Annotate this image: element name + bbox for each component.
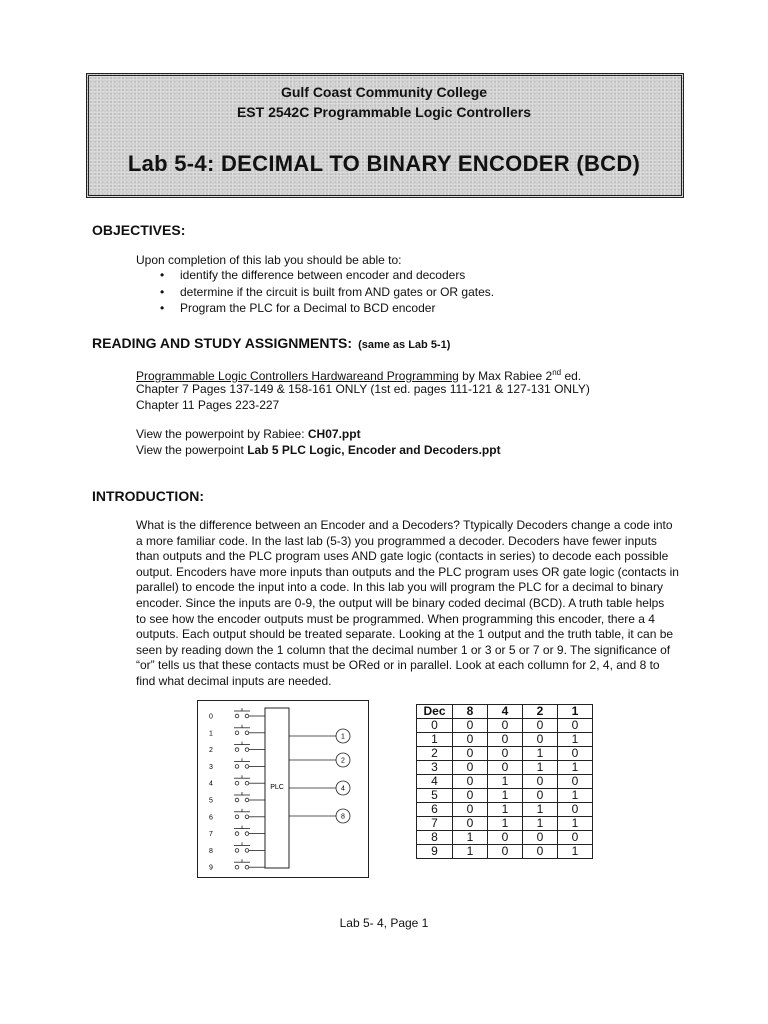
college-name: Gulf Coast Community College bbox=[280, 84, 488, 100]
table-row bbox=[417, 831, 593, 845]
powerpoint-1 bbox=[136, 426, 361, 442]
table-cell: 1 bbox=[417, 733, 453, 747]
table-cell: 1 bbox=[558, 761, 593, 775]
table-cell: 0 bbox=[523, 831, 558, 845]
table-row bbox=[417, 775, 593, 789]
table-cell: 8 bbox=[417, 831, 453, 845]
page-footer: Lab 5- 4, Page 1 bbox=[339, 916, 429, 930]
table-cell: 1 bbox=[523, 747, 558, 761]
book-edition-sup: nd bbox=[552, 368, 562, 377]
input-label: 6 bbox=[209, 814, 213, 822]
intro-line: output. Encoders have more inputs than outputs and the PLC program uses OR gate logic (contacts in bbox=[136, 564, 679, 579]
input-switch bbox=[209, 792, 265, 805]
header-4: 4 bbox=[488, 705, 523, 719]
reading-heading-note: (same as Lab 5-1) bbox=[358, 339, 451, 351]
table-row bbox=[417, 747, 593, 761]
output-lamp bbox=[289, 753, 350, 767]
output-label: 8 bbox=[341, 813, 345, 821]
table-cell: 9 bbox=[417, 845, 453, 859]
table-cell: 0 bbox=[488, 747, 523, 761]
table-cell: 0 bbox=[558, 803, 593, 817]
output-lamp bbox=[289, 809, 350, 823]
table-cell: 0 bbox=[488, 845, 523, 859]
objective-item: • identify the difference between encoder and decoders bbox=[160, 267, 494, 284]
input-label: 0 bbox=[209, 713, 213, 721]
table-cell: 0 bbox=[523, 845, 558, 859]
input-switch bbox=[209, 758, 265, 771]
input-switch bbox=[209, 725, 265, 738]
powerpoint-2-prefix: View the powerpoint bbox=[136, 443, 248, 457]
powerpoint-1-file: CH07.ppt bbox=[307, 427, 361, 441]
table-cell: 1 bbox=[523, 817, 558, 831]
table-cell: 0 bbox=[558, 719, 593, 733]
table-cell: 0 bbox=[453, 761, 488, 775]
table-cell: 1 bbox=[488, 817, 523, 831]
table-cell: 0 bbox=[558, 747, 593, 761]
intro-line: encoder. Since the inputs are 0-9, the output will be binary coded decimal (BCD). A truth table helps bbox=[136, 595, 665, 610]
table-row bbox=[417, 761, 593, 775]
output-lamp bbox=[289, 781, 350, 795]
output-label: 1 bbox=[341, 733, 345, 741]
intro-line: than outputs and the PLC program uses AND gate logic (contacts in series) to decode each possible bbox=[136, 549, 669, 564]
intro-line: What is the difference between an Encoder and a Decoders? Ttypically Decoders change a code into bbox=[136, 518, 673, 532]
table-cell: 1 bbox=[558, 817, 593, 831]
input-switch bbox=[209, 859, 265, 872]
header-2: 2 bbox=[523, 705, 558, 719]
table-cell: 0 bbox=[453, 733, 488, 747]
truth-table-header bbox=[417, 705, 593, 719]
input-label: 9 bbox=[209, 864, 213, 872]
table-cell: 1 bbox=[523, 803, 558, 817]
powerpoint-2 bbox=[136, 442, 501, 458]
input-label: 5 bbox=[209, 797, 213, 805]
powerpoint-1-prefix: View the powerpoint by Rabiee: bbox=[136, 427, 308, 441]
reading-heading bbox=[92, 335, 450, 351]
input-switch bbox=[209, 742, 265, 755]
table-row bbox=[417, 817, 593, 831]
input-label: 3 bbox=[209, 763, 213, 771]
truth-table bbox=[416, 704, 593, 859]
intro-line: “or” tells us that these contacts must be ORed or in parallel. Look at each collumn for 2, 4, and 8 to bbox=[136, 658, 660, 673]
course-name: EST 2542C Programmable Logic Controllers bbox=[236, 104, 532, 120]
table-cell: 7 bbox=[417, 817, 453, 831]
book-title: Programmable Logic Controllers Hardwareand Programming bbox=[136, 369, 459, 383]
reading-heading-text: READING AND STUDY ASSIGNMENTS: bbox=[92, 335, 353, 351]
output-lamp bbox=[289, 729, 350, 743]
input-switch bbox=[209, 809, 265, 822]
intro-line: a more familiar code. In the last lab (5-3) you programmed a decoder. Decoders have fewer inputs bbox=[136, 533, 657, 548]
objectives-heading: OBJECTIVES: bbox=[92, 222, 186, 238]
table-cell: 1 bbox=[453, 831, 488, 845]
header-1: 1 bbox=[558, 705, 593, 719]
input-label: 8 bbox=[209, 847, 213, 855]
table-cell: 5 bbox=[417, 789, 453, 803]
table-cell: 0 bbox=[453, 789, 488, 803]
book-edition-tail: ed. bbox=[561, 369, 582, 383]
plc-encoder-diagram bbox=[197, 700, 369, 878]
table-row bbox=[417, 733, 593, 747]
table-cell: 1 bbox=[488, 803, 523, 817]
table-cell: 0 bbox=[488, 733, 523, 747]
table-cell: 1 bbox=[558, 733, 593, 747]
table-row bbox=[417, 845, 593, 859]
table-cell: 0 bbox=[453, 803, 488, 817]
table-row bbox=[417, 803, 593, 817]
input-switch bbox=[209, 775, 265, 788]
output-label: 4 bbox=[341, 785, 345, 793]
table-cell: 6 bbox=[417, 803, 453, 817]
table-cell: 1 bbox=[523, 761, 558, 775]
intro-line: seen by reading down the 1 column that the decimal number 1 or 3 or 5 or 7 or 9. The significance of bbox=[136, 642, 671, 657]
input-switch bbox=[209, 826, 265, 839]
powerpoint-2-file: Lab 5 PLC Logic, Encoder and Decoders.ppt bbox=[247, 443, 501, 457]
intro-line: find what decimal inputs are needed. bbox=[136, 673, 332, 688]
input-switch bbox=[209, 708, 265, 721]
input-label: 7 bbox=[209, 831, 213, 839]
table-cell: 3 bbox=[417, 761, 453, 775]
table-cell: 4 bbox=[417, 775, 453, 789]
table-cell: 0 bbox=[453, 747, 488, 761]
header-dec: Dec bbox=[417, 705, 453, 719]
table-cell: 0 bbox=[488, 719, 523, 733]
table-cell: 0 bbox=[453, 719, 488, 733]
intro-line: outputs. Each output should be treated separate. Looking at the 1 output and the truth table, it can be bbox=[136, 627, 674, 642]
table-cell: 2 bbox=[417, 747, 453, 761]
table-cell: 0 bbox=[453, 817, 488, 831]
objectives-list bbox=[160, 267, 494, 317]
input-label: 1 bbox=[209, 730, 213, 738]
objective-item: • Program the PLC for a Decimal to BCD encoder bbox=[160, 300, 494, 317]
intro-line: to see how the encoder outputs must be programmed. When programming this encoder, there a 4 bbox=[136, 611, 655, 626]
input-label: 2 bbox=[209, 747, 213, 755]
intro-line: parallel) to encode the input into a code. In this lab you will program the PLC for a decimal to binary bbox=[136, 580, 663, 595]
chapter-7-pages: Chapter 7 Pages 137-149 & 158-161 ONLY (1st ed. pages 111-121 & 127-131 ONLY) bbox=[136, 382, 590, 396]
table-cell: 0 bbox=[488, 761, 523, 775]
input-switches bbox=[209, 708, 265, 872]
table-cell: 1 bbox=[558, 845, 593, 859]
table-cell: 0 bbox=[523, 733, 558, 747]
table-row bbox=[417, 719, 593, 733]
table-cell: 1 bbox=[488, 775, 523, 789]
input-label: 4 bbox=[209, 780, 213, 788]
table-cell: 1 bbox=[558, 789, 593, 803]
lab-title: Lab 5-4: DECIMAL TO BINARY ENCODER (BCD) bbox=[127, 151, 641, 176]
table-cell: 0 bbox=[417, 719, 453, 733]
table-cell: 0 bbox=[558, 831, 593, 845]
table-cell: 0 bbox=[453, 775, 488, 789]
objectives-intro: Upon completion of this lab you should be able to: bbox=[136, 253, 402, 267]
table-cell: 0 bbox=[558, 775, 593, 789]
introduction-heading: INTRODUCTION: bbox=[92, 488, 204, 504]
table-cell: 0 bbox=[523, 789, 558, 803]
introduction-paragraph bbox=[136, 518, 736, 690]
book-author: by Max Rabiee 2 bbox=[458, 369, 553, 383]
objective-item: • determine if the circuit is built from AND gates or OR gates. bbox=[160, 284, 494, 301]
input-switch bbox=[209, 842, 265, 855]
table-cell: 0 bbox=[488, 831, 523, 845]
plc-label: PLC bbox=[270, 784, 284, 791]
chapter-11-pages: Chapter 11 Pages 223-227 bbox=[136, 398, 280, 412]
table-row bbox=[417, 789, 593, 803]
table-cell: 1 bbox=[488, 789, 523, 803]
output-label: 2 bbox=[341, 757, 345, 765]
output-lamps bbox=[289, 729, 350, 823]
header-8: 8 bbox=[453, 705, 488, 719]
table-cell: 1 bbox=[453, 845, 488, 859]
table-cell: 0 bbox=[523, 775, 558, 789]
table-cell: 0 bbox=[523, 719, 558, 733]
